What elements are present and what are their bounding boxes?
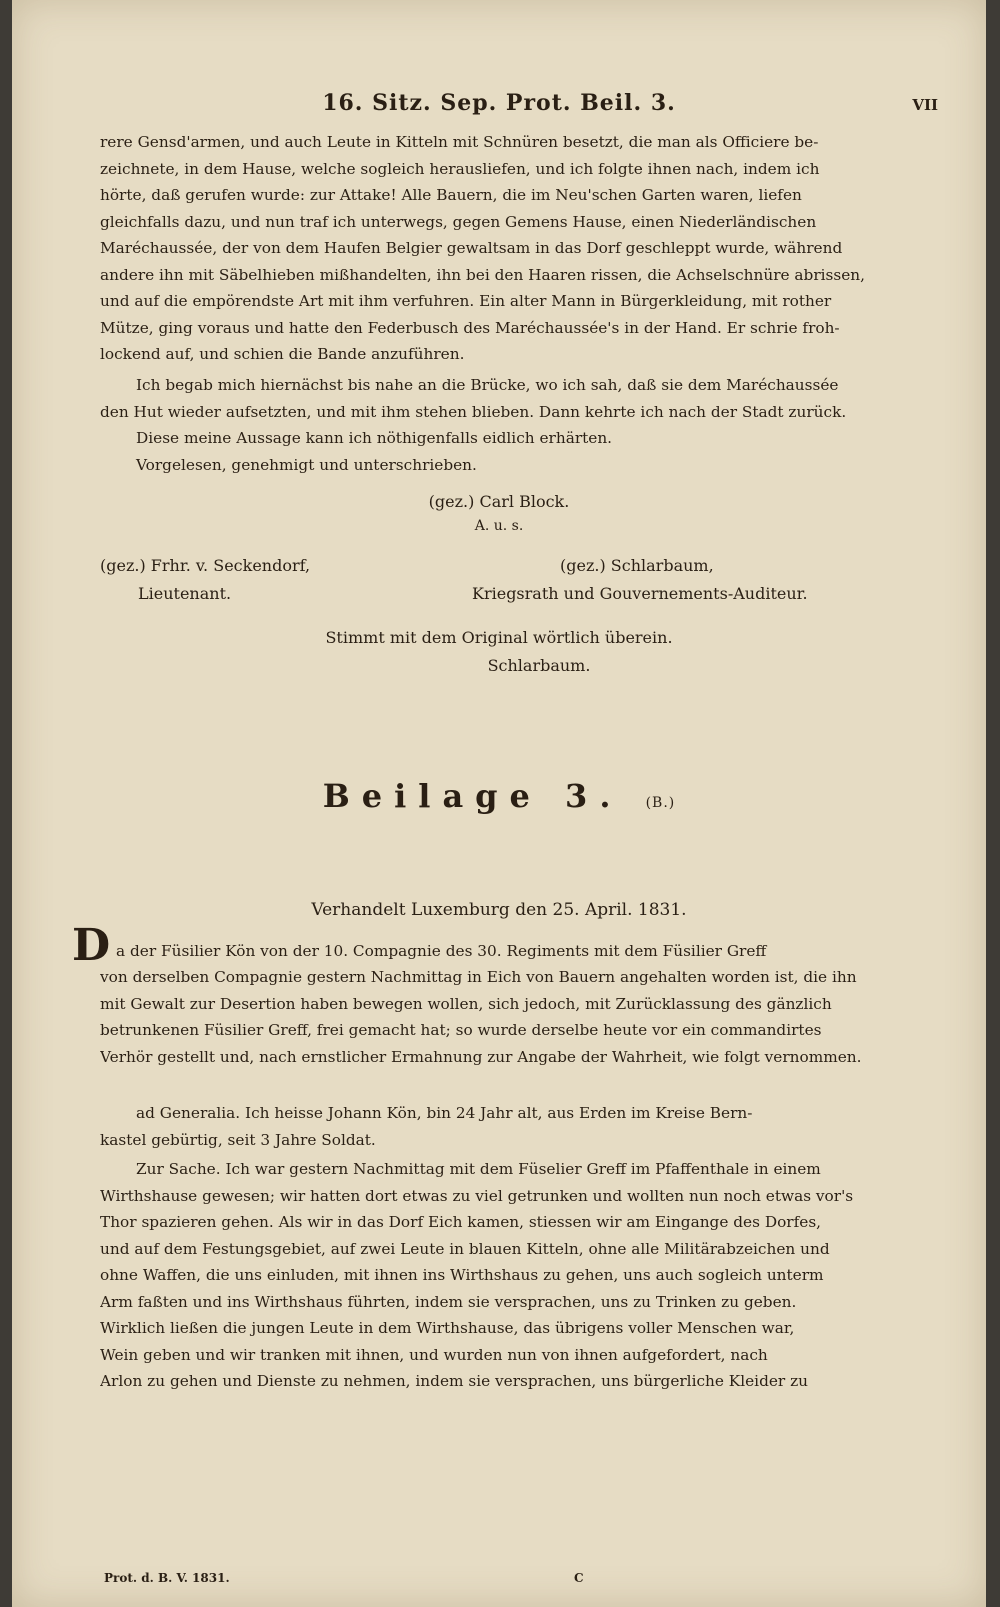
- text-line: Ich begab mich hiernächst bis nahe an die Brücke, wo ich sah, daß sie dem Maréchaussée: [136, 376, 839, 394]
- text-line: Thor spazieren gehen. Als wir in das Dorf Eich kamen, stiessen wir am Eingange des Dorfes,: [100, 1213, 822, 1231]
- text-line: ohne Waffen, die uns einluden, mit ihnen ins Wirthshaus zu gehen, uns auch sogleich unterm: [100, 1266, 824, 1284]
- text-line: und auf die empörendste Art mit ihm verfuhren. Ein alter Mann in Bürgerkleidung, mit rother: [100, 292, 832, 310]
- record-first-line: [116, 938, 938, 965]
- text-line: und auf dem Festungsgebiet, auf zwei Leute in blauen Kitteln, ohne alle Militärabzeichen und: [100, 1239, 830, 1258]
- witness-signature: (gez.) Carl Block.: [428, 492, 570, 511]
- official-right-name: (gez.) Schlarbaum,: [560, 556, 714, 575]
- official-left-name: (gez.) Frhr. v. Seckendorf,: [100, 556, 311, 575]
- text-line: Wirklich ließen die jungen Leute in dem Wirthshause, das übrigens voller Menschen war,: [100, 1319, 795, 1337]
- testimony-paragraph: [100, 129, 938, 368]
- generalia-section: [100, 1100, 938, 1153]
- text-line: zeichnete, in dem Hause, welche sogleich herausliefen, und ich folgte ihnen nach, indem ich: [100, 159, 820, 178]
- text-line: [100, 1100, 938, 1127]
- heading-suffix: (B.): [645, 795, 676, 811]
- officials-titles: [100, 584, 860, 610]
- sache-section: [100, 1156, 938, 1395]
- text-line: Maréchaussée, der von dem Haufen Belgier gewaltsam in das Dorf geschleppt wurde, während: [100, 239, 843, 257]
- page-header: [12, 90, 986, 120]
- text-line: Diese meine Aussage kann ich nöthigenfalls eidlich erhärten.: [136, 429, 613, 447]
- text-line: andere ihn mit Säbelhieben mißhandelten, ihn bei den Haaren rissen, die Achselschnüre abrissen,: [100, 265, 866, 284]
- drop-cap: D: [72, 920, 111, 971]
- aus-mark: A. u. s.: [474, 518, 524, 534]
- generalia-label: ad Generalia.: [136, 1104, 241, 1122]
- text-line: gleichfalls dazu, und nun traf ich unterwegs, gegen Gemens Hause, einen Niederländischen: [100, 212, 817, 231]
- text-line: den Hut wieder aufsetzten, und mit ihm stehen blieben. Dann kehrte ich nach der Stadt zurück.: [100, 402, 847, 421]
- text-line: hörte, daß gerufen wurde: zur Attake! Alle Bauern, die im Neu'schen Garten waren, liefen: [100, 186, 802, 204]
- official-right-title: Kriegsrath und Gouvernements-Auditeur.: [472, 584, 808, 603]
- dateline: Verhandelt Luxemburg den 25. April. 1831.: [311, 900, 687, 920]
- footer-reference: Prot. d. B. V. 1831.: [104, 1571, 230, 1585]
- text-line: mit Gewalt zur Desertion haben bewegen wollen, sich jedoch, mit Zurücklassung des gänzlich: [100, 994, 832, 1013]
- testimony-closing: [100, 372, 938, 478]
- certification-text: Stimmt mit dem Original wörtlich überein.: [325, 628, 673, 647]
- sache-label: Zur Sache.: [136, 1160, 221, 1178]
- text-line: a der Füsilier Kön von der 10. Compagnie des 30. Regiments mit dem Füsilier Greff: [116, 942, 767, 960]
- record-paragraph: [100, 964, 938, 1070]
- text-line: Wein geben und wir tranken mit ihnen, und wurden nun von ihnen aufgefordert, nach: [100, 1345, 768, 1364]
- text-line: Vorgelesen, genehmigt und unterschrieben.: [136, 455, 477, 474]
- text-line: Arlon zu gehen und Dienste zu nehmen, indem sie versprachen, uns bürgerliche Kleider zu: [100, 1372, 808, 1390]
- officials-names: [100, 556, 860, 582]
- text-line: Arm faßten und ins Wirthshaus führten, indem sie versprachen, uns zu Trinken zu geben.: [100, 1292, 797, 1311]
- text-line: [100, 1156, 938, 1183]
- text-line: rere Gensd'armen, und auch Leute in Kitteln mit Schnüren besetzt, die man als Officiere be-: [100, 133, 819, 151]
- text-line: von derselben Compagnie gestern Nachmittag in Eich von Bauern angehalten worden ist, die ihn: [100, 968, 857, 986]
- running-title: 16. Sitz. Sep. Prot. Beil. 3.: [322, 90, 676, 116]
- document-page: [12, 0, 986, 1607]
- text-line: kastel gebürtig, seit 3 Jahre Soldat.: [100, 1130, 376, 1149]
- sache-first-line: Ich war gestern Nachmittag mit dem Füselier Greff im Pfaffenthale in einem: [225, 1160, 821, 1178]
- text-line: Mütze, ging voraus und hatte den Federbusch des Maréchaussée's in der Hand. Er schrie froh-: [100, 318, 840, 337]
- text-line: lockend auf, und schien die Bande anzuführen.: [100, 345, 465, 363]
- heading-text: Beilage 3.: [322, 777, 623, 815]
- page-number: VII: [912, 96, 938, 114]
- generalia-line1: Ich heisse Johann Kön, bin 24 Jahr alt, aus Erden im Kreise Bern-: [245, 1104, 753, 1122]
- text-line: betrunkenen Füsilier Greff, frei gemacht hat; so wurde derselbe heute vor ein commandirtes: [100, 1021, 822, 1039]
- page-footer: [104, 1571, 944, 1585]
- certification-signer: Schlarbaum.: [487, 656, 591, 675]
- signature-mark: C: [574, 1571, 584, 1585]
- section-heading: [12, 777, 986, 815]
- text-line: Wirthshause gewesen; wir hatten dort etwas zu viel getrunken und wollten nun noch etwas vor's: [100, 1186, 854, 1205]
- official-left-title: Lieutenant.: [138, 584, 232, 603]
- text-line: Verhör gestellt und, nach ernstlicher Ermahnung zur Angabe der Wahrheit, wie folgt vernommen.: [100, 1047, 862, 1066]
